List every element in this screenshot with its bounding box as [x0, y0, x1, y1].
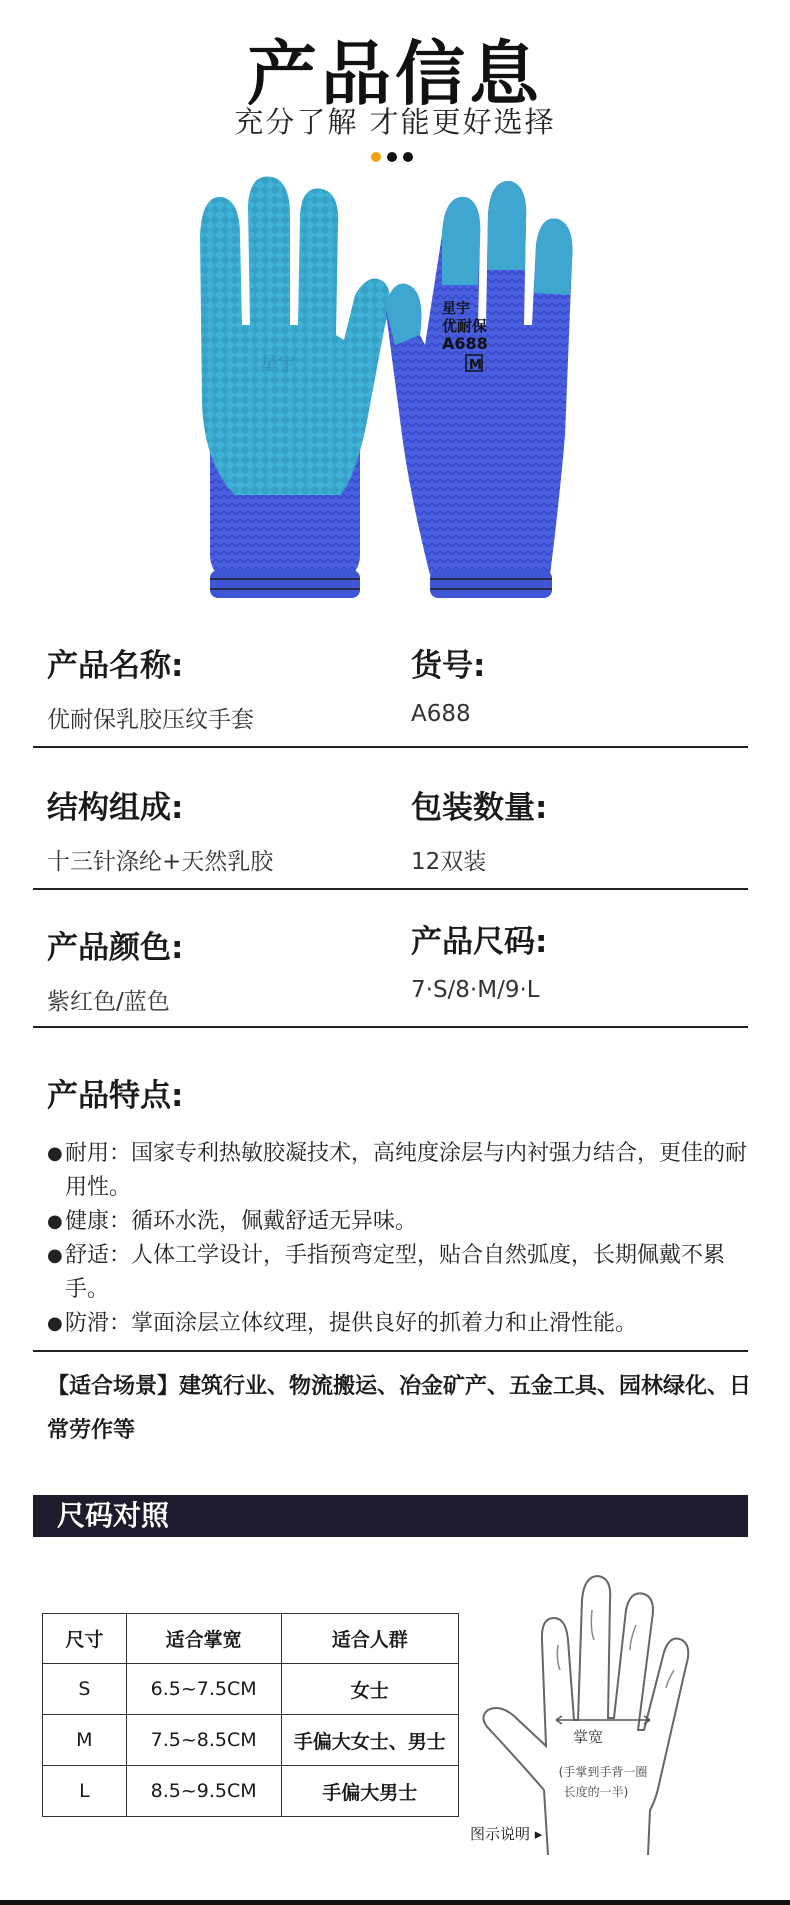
spec-row-name — [33, 640, 748, 748]
page-title: 产品信息 — [247, 33, 543, 115]
features-section — [47, 1070, 747, 1341]
spec-structure — [47, 782, 273, 876]
page-subtitle: 充分了解 才能更好选择 — [234, 105, 556, 139]
bottom-bar — [0, 1900, 790, 1905]
spec-color — [47, 922, 183, 1016]
bullet-icon: ● — [47, 1313, 63, 1334]
audience-cell: 手偏大男士 — [281, 1766, 458, 1817]
spec-value: 十三针涤纶+天然乳胶 — [47, 849, 274, 875]
palm-note-line2: 长度的一半) — [563, 1785, 629, 1799]
table-row — [43, 1715, 459, 1766]
model-mark: A688 — [442, 334, 488, 353]
bullet-icon: ● — [47, 1211, 63, 1232]
size-mark: M — [469, 358, 482, 373]
bullet-icon: ● — [47, 1143, 63, 1164]
palm-width-cell: 6.5~7.5CM — [126, 1664, 281, 1715]
size-chart-header — [33, 1495, 748, 1537]
spec-value: 优耐保乳胶压纹手套 — [47, 707, 254, 733]
bullet-icon: ● — [47, 1245, 63, 1266]
size-cell: M — [43, 1715, 127, 1766]
features-title: 产品特点: — [47, 1078, 184, 1114]
spec-label: 产品名称: — [47, 648, 184, 684]
size-table — [42, 1613, 459, 1817]
size-chart-title: 尺码对照 — [57, 1499, 170, 1532]
palm-width-cell: 8.5~9.5CM — [126, 1766, 281, 1817]
spec-value: 紫红色/蓝色 — [47, 989, 170, 1015]
spec-row-color — [33, 922, 748, 1028]
spec-label: 货号: — [411, 648, 486, 684]
audience-cell: 手偏大女士、男士 — [281, 1715, 458, 1766]
section-divider — [33, 1350, 748, 1352]
palm-width-label: 掌宽 — [572, 1728, 604, 1746]
feature-item: ● 舒适：人体工学设计，手指预弯定型，贴合自然弧度，长期佩戴不累手。 — [47, 1239, 747, 1307]
suitable-scenes: 【适合场景】建筑行业、物流搬运、冶金矿产、五金工具、园林绿化、日常劳作等 — [47, 1374, 752, 1443]
size-cell: L — [43, 1766, 127, 1817]
size-cell: S — [43, 1664, 127, 1715]
palm-note-line1: (手掌到手背一圈 — [558, 1765, 648, 1779]
dot — [387, 152, 397, 162]
table-header-row — [43, 1614, 459, 1664]
spec-product-name — [47, 640, 254, 734]
diagram-caption: 图示说明 ▸ — [470, 1825, 543, 1843]
spec-label: 包装数量: — [411, 790, 548, 826]
spec-row-structure — [33, 782, 748, 890]
spec-package — [411, 782, 547, 876]
spec-label: 产品尺码: — [411, 924, 548, 960]
glove-pair-image — [180, 175, 610, 610]
brand-mark: 星宇 — [442, 301, 470, 317]
spec-value: 7·S/8·M/9·L — [411, 977, 540, 1003]
table-row — [43, 1664, 459, 1715]
spec-label: 结构组成: — [47, 790, 184, 826]
spec-value: A688 — [411, 701, 471, 727]
dot-active — [371, 152, 381, 162]
feature-item: ● 健康：循环水洗，佩戴舒适无异味。 — [47, 1205, 747, 1239]
feature-item: ● 耐用：国家专利热敏胶凝技术，高纯度涂层与内衬强力结合，更佳的耐用性。 — [47, 1137, 747, 1205]
hand-outline-icon — [478, 1570, 698, 1860]
series-mark: 优耐保 — [442, 317, 488, 335]
column-header: 适合掌宽 — [126, 1614, 281, 1664]
spec-label: 产品颜色: — [47, 930, 184, 966]
svg-text:星宇: 星宇 — [260, 354, 296, 375]
audience-cell: 女士 — [281, 1664, 458, 1715]
column-header: 尺寸 — [43, 1614, 127, 1664]
left-glove — [200, 177, 390, 598]
column-header: 适合人群 — [281, 1614, 458, 1664]
table-row — [43, 1766, 459, 1817]
palm-width-cell: 7.5~8.5CM — [126, 1715, 281, 1766]
dot — [403, 152, 413, 162]
carousel-dots — [371, 152, 413, 162]
spec-size — [411, 916, 547, 1003]
spec-item-number — [411, 640, 485, 727]
feature-item: ● 防滑：掌面涂层立体纹理，提供良好的抓着力和止滑性能。 — [47, 1307, 747, 1341]
spec-value: 12双装 — [411, 849, 487, 875]
right-glove — [385, 181, 572, 598]
